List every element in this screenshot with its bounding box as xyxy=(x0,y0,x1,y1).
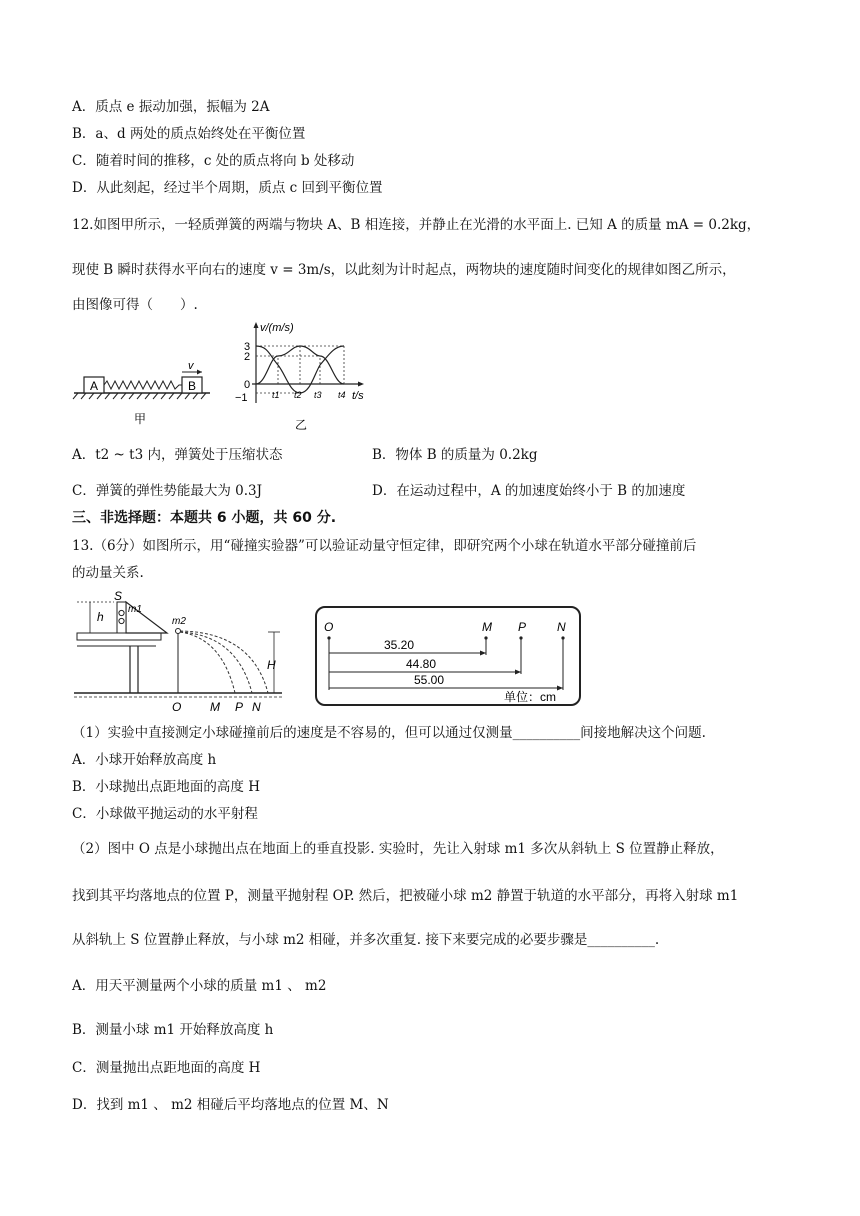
ruler-point-M: M xyxy=(482,620,492,634)
ruler-point-O: O xyxy=(324,620,334,634)
figure-jia-caption: 甲 xyxy=(134,412,147,426)
q11-option-d: D．从此刻起，经过半个周期，质点 c 回到平衡位置 xyxy=(72,180,383,196)
label-N: N xyxy=(252,700,261,714)
x-axis-label: t/s xyxy=(352,390,364,402)
spring xyxy=(104,381,182,389)
label-m2: m2 xyxy=(172,616,186,627)
curve-b xyxy=(256,346,344,393)
ramp-post xyxy=(117,602,126,633)
q13-part2-option-d: D．找到 m1 、 m2 相碰后平均落地点的位置 M、N xyxy=(72,1097,389,1113)
q12-option-c: C．弹簧的弹性势能最大为 0.3J xyxy=(72,483,263,499)
distance-op: 44.80 xyxy=(406,657,437,671)
q13-part2-option-b: B．测量小球 m1 开始释放高度 h xyxy=(72,1022,274,1038)
q13-stem-line2: 的动量关系. xyxy=(72,565,144,581)
x-tick-t3: t3 xyxy=(314,390,322,400)
q13-part1-text: （1）实验中直接测定小球碰撞前后的速度是不容易的，但可以通过仅测量__________间接地解决这个问题. xyxy=(72,725,706,741)
q12-option-b: B．物体 B 的质量为 0.2kg xyxy=(372,447,538,463)
q12-option-d: D．在运动过程中，A 的加速度始终小于 B 的加速度 xyxy=(372,483,686,499)
distance-on: 55.00 xyxy=(414,673,445,687)
label-P: P xyxy=(235,700,244,714)
y-tick-0: 0 xyxy=(244,379,251,391)
q13-part2-option-a: A．用天平测量两个小球的质量 m1 、 m2 xyxy=(72,978,327,994)
figure-yi-caption: 乙 xyxy=(295,418,308,432)
label-m1: m1 xyxy=(128,604,142,615)
q13-part2-line3: 从斜轨上 S 位置静止释放，与小球 m2 相碰，并多次重复. 接下来要完成的必要步骤是__________. xyxy=(72,932,660,948)
q11-option-a: A．质点 e 振动加强，振幅为 2A xyxy=(72,99,270,115)
section-3-heading: 三、非选择题：本题共 6 小题，共 60 分. xyxy=(72,510,337,526)
q12-option-a: A．t2 ~ t3 内，弹簧处于压缩状态 xyxy=(72,447,283,463)
velocity-label: v xyxy=(188,360,194,372)
label-h: h xyxy=(97,610,104,624)
figure-collision-apparatus xyxy=(72,590,292,715)
ruler-point-P: P xyxy=(518,620,527,634)
figure-jia-spring-blocks xyxy=(70,360,220,430)
q13-part2-line2: 找到其平均落地点的位置 P，测量平抛射程 OP. 然后，把被碰小球 m2 静置于轨道的水平部分，再将入射球 m1 xyxy=(72,888,739,904)
q13-part1-option-c: C．小球做平抛运动的水平射程 xyxy=(72,806,258,822)
y-tick-3: 3 xyxy=(244,341,251,353)
q13-part1-option-a: A．小球开始释放高度 h xyxy=(72,752,217,768)
label-O: O xyxy=(172,700,182,714)
x-tick-t1: t1 xyxy=(272,390,280,400)
block-b-label: B xyxy=(187,379,197,393)
q13-part2-line1: （2）图中 O 点是小球抛出点在地面上的垂直投影. 实验时，先让入射球 m1 多次从斜轨上 S 位置静止释放， xyxy=(72,841,724,857)
q13-part2-option-c: C．测量抛出点距地面的高度 H xyxy=(72,1060,261,1076)
q13-stem-line1: 13.（6分）如图所示，用“碰撞实验器”可以验证动量守恒定律，即研究两个小球在轨道水平部分碰撞前后 xyxy=(72,538,697,554)
x-tick-t2: t2 xyxy=(294,390,302,400)
q11-option-b: B．a、d 两处的质点始终处在平衡位置 xyxy=(72,126,306,142)
y-tick-2: 2 xyxy=(244,351,251,363)
block-a-label: A xyxy=(89,379,99,393)
y-tick-neg1: −1 xyxy=(235,392,248,404)
ball-m2 xyxy=(176,629,181,634)
q12-stem-line2: 现使 B 瞬时获得水平向右的速度 v = 3m/s，以此刻为计时起点，两物块的速度随时间变化的规律如图乙所示， xyxy=(72,262,736,278)
label-M: M xyxy=(210,700,220,714)
q12-stem-line3: 由图像可得（ ）. xyxy=(72,297,198,313)
q13-part1-option-b: B．小球抛出点距地面的高度 H xyxy=(72,779,260,795)
label-H: H xyxy=(267,658,276,672)
unit-label: 单位：cm xyxy=(504,690,556,704)
q12-stem-line1: 12.如图甲所示，一轻质弹簧的两端与物块 A、B 相连接，并静止在光滑的水平面上. 已知 A 的质量 mA = 0.2kg， xyxy=(72,217,761,233)
figure-distance-ruler xyxy=(314,605,582,708)
x-tick-t4: t4 xyxy=(338,390,346,400)
figure-yi-velocity-graph xyxy=(230,318,380,436)
ruler-point-N: N xyxy=(557,620,566,634)
label-s: S xyxy=(114,590,123,603)
distance-om: 35.20 xyxy=(384,638,415,652)
y-axis-label: v/(m/s) xyxy=(260,322,294,334)
q11-option-c: C．随着时间的推移，c 处的质点将向 b 处移动 xyxy=(72,153,355,169)
